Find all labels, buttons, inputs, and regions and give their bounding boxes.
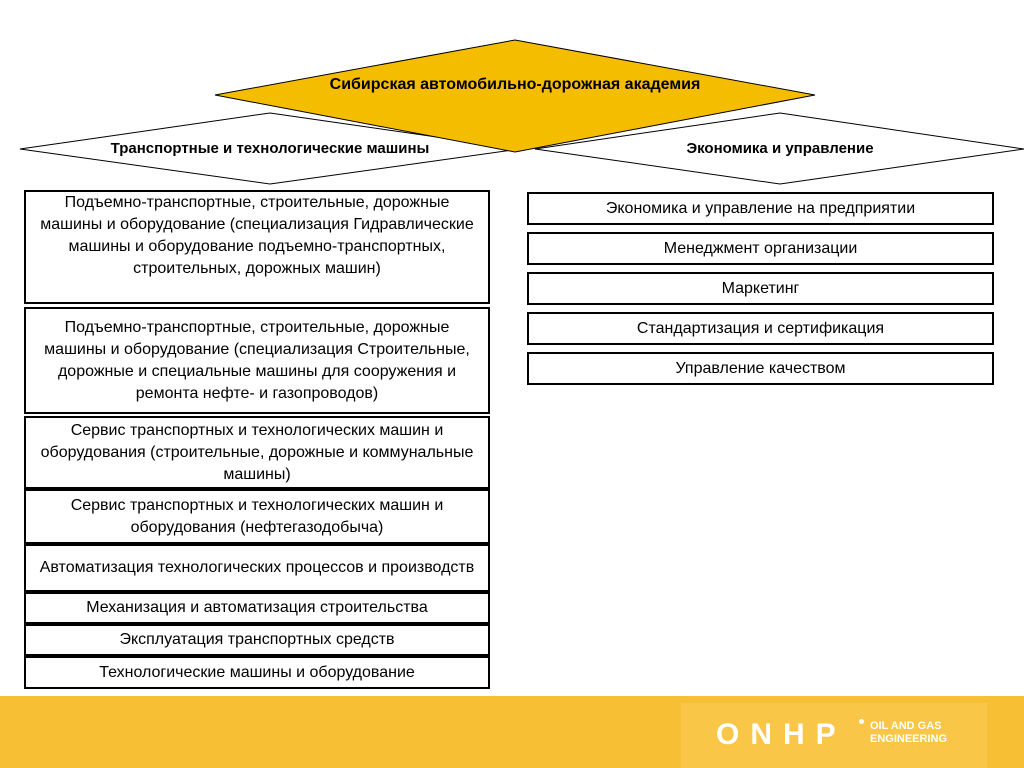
right-item-4: Стандартизация и сертификация: [527, 312, 994, 345]
left-item-1: Подъемно-транспортные, строительные, дорожные машины и оборудование (специализация Гидравлические машины и оборудование подъемно-транспортных, строительных, дорожных машин): [24, 190, 490, 304]
right-item-3: Маркетинг: [527, 272, 994, 305]
left-item-5: Автоматизация технологических процессов и производств: [24, 544, 490, 592]
right-header-label: Экономика и управление: [686, 140, 874, 157]
left-item-7: Эксплуатация транспортных средств: [24, 624, 490, 656]
left-item-4: Сервис транспортных и технологических машин и оборудования (нефтегазодобыча): [24, 489, 490, 544]
right-item-5: Управление качеством: [527, 352, 994, 385]
left-item-6: Механизация и автоматизация строительства: [24, 592, 490, 624]
logo-dot: [859, 719, 864, 724]
logo-subtitle: [870, 720, 947, 746]
left-item-2: Подъемно-транспортные, строительные, дорожные машины и оборудование (специализация Строительные, дорожные и специальные машины для сооружения и ремонта нефте- и газопроводов): [24, 307, 490, 414]
left-item-8: Технологические машины и оборудование: [24, 656, 490, 689]
logo-subtitle-line2: ENGINEERING: [870, 733, 948, 745]
logo-subtitle-line1: OIL AND GAS: [870, 720, 942, 732]
left-item-3: Сервис транспортных и технологических машин и оборудования (строительные, дорожные и коммунальные машины): [24, 416, 490, 489]
left-header-label: Транспортные и технологические машины: [110, 140, 430, 157]
academy-title: Сибирская автомобильно-дорожная академия: [329, 76, 701, 93]
company-logo: ONHP: [716, 718, 847, 751]
right-item-1: Экономика и управление на предприятии: [527, 192, 994, 225]
right-item-2: Менеджмент организации: [527, 232, 994, 265]
